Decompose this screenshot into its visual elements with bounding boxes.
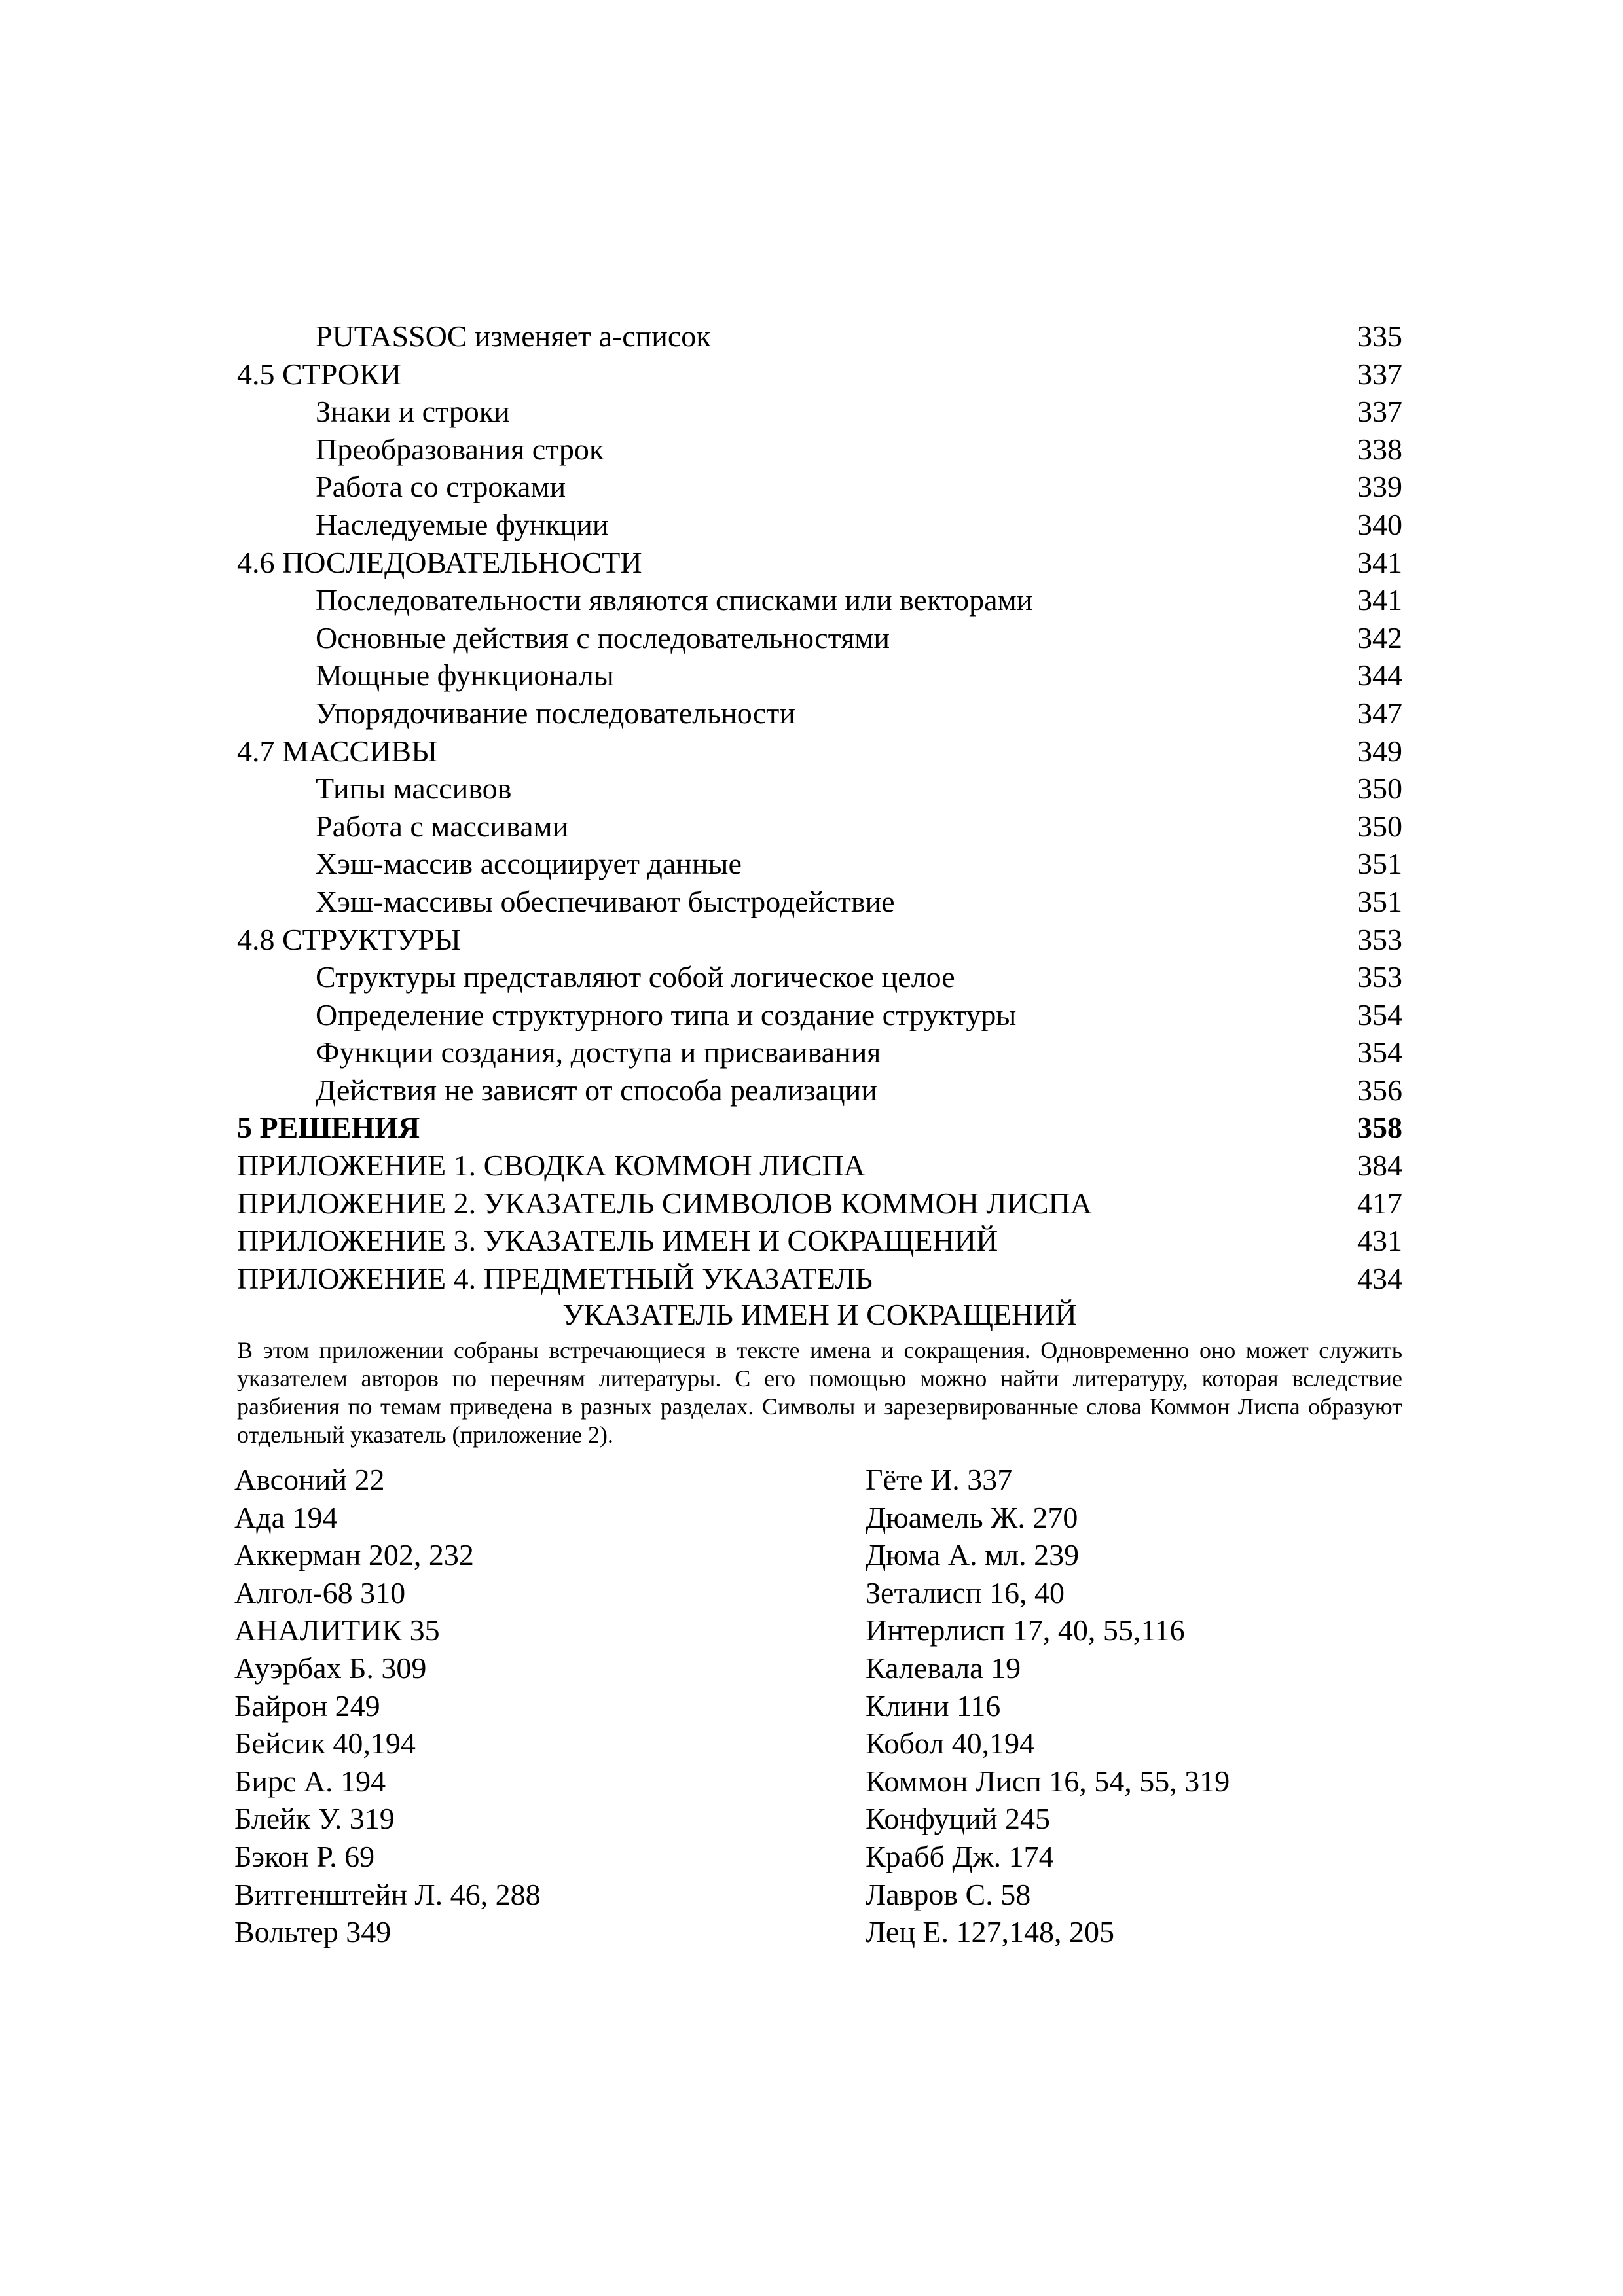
toc-entry-label: PUTASSOC изменяет а-список xyxy=(316,319,711,353)
toc-entry-label: Преобразования строк xyxy=(316,432,604,466)
toc-entry xyxy=(237,619,1402,657)
toc-entry-page: 350 xyxy=(1357,809,1402,843)
index-entry: Авсоний 22 xyxy=(234,1463,385,1496)
toc-entry xyxy=(237,431,1402,469)
toc-entry-page: 431 xyxy=(1357,1224,1402,1258)
toc-entry xyxy=(237,355,1402,393)
toc-entry xyxy=(237,1222,1402,1260)
toc-entry-page: 384 xyxy=(1357,1149,1402,1183)
toc-entry xyxy=(237,544,1402,582)
toc-entry-label: ПРИЛОЖЕНИЕ 1. СВОДКА КОММОН ЛИСПА xyxy=(237,1149,866,1183)
toc-entry-page: 351 xyxy=(1357,847,1402,881)
toc-entry-label: Функции создания, доступа и присваивания xyxy=(316,1035,881,1069)
toc-entry-page: 347 xyxy=(1357,696,1402,730)
toc-entry-label: Основные действия с последовательностями xyxy=(316,620,890,655)
toc-entry xyxy=(237,694,1402,732)
index-entry: Байрон 249 xyxy=(234,1689,380,1723)
toc-entry xyxy=(237,770,1402,808)
toc-entry xyxy=(237,1147,1402,1185)
toc-entry-page: 356 xyxy=(1357,1073,1402,1107)
toc-entry-page: 417 xyxy=(1357,1186,1402,1220)
index-entry: Вольтер 349 xyxy=(234,1915,392,1949)
index-entry: Калевала 19 xyxy=(866,1651,1021,1685)
index-entry: Гёте И. 337 xyxy=(866,1463,1013,1496)
toc-entry-page: 341 xyxy=(1357,583,1402,617)
toc-entry xyxy=(237,1260,1402,1298)
toc-entry-label: 4.8 СТРУКТУРЫ xyxy=(237,922,461,956)
toc-entry-page: 341 xyxy=(1357,545,1402,579)
index-entry: Крабб Дж. 174 xyxy=(866,1839,1054,1873)
toc-entry-page: 337 xyxy=(1357,357,1402,391)
index-entry: Бэкон Р. 69 xyxy=(234,1839,375,1873)
toc-entry-label: Хэш-массив ассоциирует данные xyxy=(316,847,742,881)
index-intro-paragraph: В этом приложении собраны встречающиеся в тексте имена и сокращения. Одновременно оно может служить указателем авторов по перечням литературы. С его помощью можно найти литературу, которая вследствие разбиения по темам приведена в разных разделах. Символы и зарезервированные слова Коммон Лиспа образуют отдельный указатель (приложение 2). xyxy=(237,1337,1402,1448)
table-of-contents xyxy=(237,317,1402,1297)
toc-entry-label: Работа со строками xyxy=(316,470,566,504)
toc-entry xyxy=(237,1033,1402,1071)
toc-entry-page: 342 xyxy=(1357,620,1402,655)
toc-entry-label: Знаки и строки xyxy=(316,395,510,429)
toc-entry xyxy=(237,921,1402,959)
toc-entry-label: Работа с массивами xyxy=(316,809,569,843)
toc-entry xyxy=(237,996,1402,1034)
toc-entry-label: Определение структурного типа и создание структуры xyxy=(316,997,1017,1031)
toc-entry-page: 335 xyxy=(1357,319,1402,353)
toc-entry-label: Мощные функционалы xyxy=(316,658,614,692)
index-left-column xyxy=(234,1461,541,1951)
toc-entry-label: Структуры представляют собой логическое целое xyxy=(316,960,955,994)
index-entry: Конфуций 245 xyxy=(866,1802,1051,1836)
index-entry: Коммон Лисп 16, 54, 55, 319 xyxy=(866,1764,1230,1798)
toc-entry-page: 354 xyxy=(1357,997,1402,1031)
toc-entry-page: 354 xyxy=(1357,1035,1402,1069)
toc-entry-label: ПРИЛОЖЕНИЕ 2. УКАЗАТЕЛЬ СИМВОЛОВ КОММОН ЛИСПА xyxy=(237,1186,1092,1220)
toc-entry xyxy=(237,393,1402,431)
toc-entry-label: Последовательности являются списками или векторами xyxy=(316,583,1033,617)
index-entry: Интерлисп 17, 40, 55,116 xyxy=(866,1613,1185,1647)
toc-entry-label: 4.7 МАССИВЫ xyxy=(237,734,438,768)
toc-entry xyxy=(237,732,1402,770)
toc-entry xyxy=(237,958,1402,996)
toc-entry-label: Наследуемые функции xyxy=(316,507,609,541)
toc-entry xyxy=(237,1071,1402,1109)
index-entry: Лец Е. 127,148, 205 xyxy=(866,1915,1115,1949)
toc-entry-page: 344 xyxy=(1357,658,1402,692)
index-entry: Дюамель Ж. 270 xyxy=(866,1500,1078,1534)
toc-entry xyxy=(237,1109,1402,1147)
index-entry: Ауэрбах Б. 309 xyxy=(234,1651,427,1685)
index-entry: Бирс А. 194 xyxy=(234,1764,386,1798)
index-entry: Зеталисп 16, 40 xyxy=(866,1575,1065,1609)
toc-entry xyxy=(237,656,1402,694)
index-title: УКАЗАТЕЛЬ ИМЕН И СОКРАЩЕНИЙ xyxy=(562,1298,1077,1331)
toc-entry-page: 358 xyxy=(1357,1111,1402,1145)
toc-entry-page: 434 xyxy=(1357,1261,1402,1295)
toc-entry xyxy=(237,883,1402,921)
toc-entry-label: Упорядочивание последовательности xyxy=(316,696,795,730)
index-entry: Алгол-68 310 xyxy=(234,1575,406,1609)
toc-entry-page: 338 xyxy=(1357,432,1402,466)
index-entry: Клини 116 xyxy=(866,1689,1001,1723)
toc-entry-page: 350 xyxy=(1357,772,1402,806)
toc-entry-page: 349 xyxy=(1357,734,1402,768)
index-entry: АНАЛИТИК 35 xyxy=(234,1613,440,1647)
toc-entry xyxy=(237,468,1402,506)
toc-entry-label: Хэш-массивы обеспечивают быстродействие xyxy=(316,884,895,918)
index-entry: Лавров С. 58 xyxy=(866,1877,1031,1911)
toc-entry-label: ПРИЛОЖЕНИЕ 4. ПРЕДМЕТНЫЙ УКАЗАТЕЛЬ xyxy=(237,1261,873,1295)
toc-entry-page: 340 xyxy=(1357,507,1402,541)
toc-entry-page: 353 xyxy=(1357,922,1402,956)
toc-entry-label: 4.5 СТРОКИ xyxy=(237,357,402,391)
index-entry: Дюма А. мл. 239 xyxy=(866,1538,1080,1572)
toc-entry-label: Типы массивов xyxy=(316,772,512,806)
toc-entry-label: 4.6 ПОСЛЕДОВАТЕЛЬНОСТИ xyxy=(237,545,642,579)
toc-entry xyxy=(237,581,1402,619)
index-entry: Кобол 40,194 xyxy=(866,1727,1035,1761)
toc-entry xyxy=(237,317,1402,355)
toc-entry-label: ПРИЛОЖЕНИЕ 3. УКАЗАТЕЛЬ ИМЕН И СОКРАЩЕНИЙ xyxy=(237,1224,998,1258)
index-entry: Блейк У. 319 xyxy=(234,1802,395,1836)
toc-entry-page: 339 xyxy=(1357,470,1402,504)
index-entry: Аккерман 202, 232 xyxy=(234,1538,474,1572)
toc-entry-page: 353 xyxy=(1357,960,1402,994)
toc-entry xyxy=(237,1185,1402,1223)
index-entry: Ада 194 xyxy=(234,1500,338,1534)
toc-entry-label: 5 РЕШЕНИЯ xyxy=(237,1111,420,1145)
toc-entry-page: 337 xyxy=(1357,395,1402,429)
index-entry: Витгенштейн Л. 46, 288 xyxy=(234,1877,541,1911)
toc-entry-label: Действия не зависят от способа реализации xyxy=(316,1073,877,1107)
toc-entry-page: 351 xyxy=(1357,884,1402,918)
toc-entry xyxy=(237,845,1402,883)
toc-entry xyxy=(237,808,1402,846)
toc-entry xyxy=(237,506,1402,544)
index-right-column xyxy=(866,1461,1230,1951)
index-entry: Бейсик 40,194 xyxy=(234,1727,416,1761)
